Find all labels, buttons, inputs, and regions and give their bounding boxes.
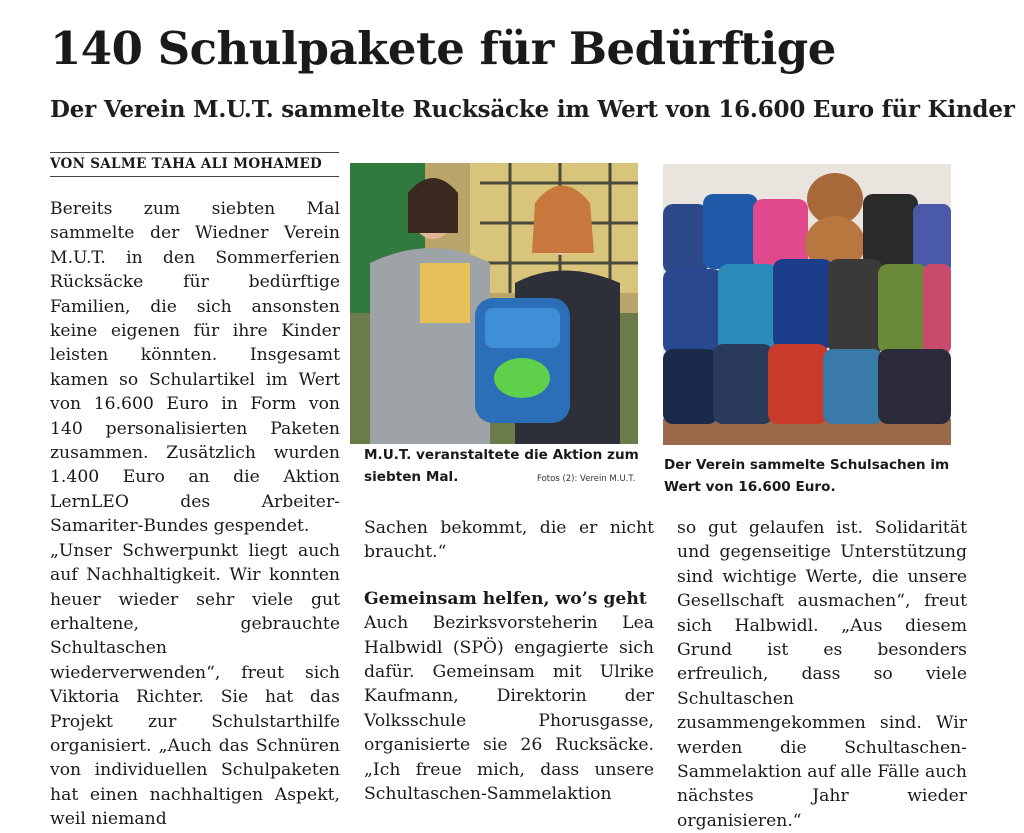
photo1-caption: M.U.T. veranstaltete die Aktion zum siebten Mal.	[364, 447, 639, 485]
article-column-1	[50, 197, 340, 832]
headline: 140 Schulpakete für Bedürftige	[50, 22, 836, 75]
article-column-3	[677, 516, 967, 833]
photo-credit: Fotos (2): Verein M.U.T.	[537, 474, 636, 484]
subheadline: Der Verein M.U.T. sammelte Rucksäcke im Wert von 16.600 Euro für Kinder	[50, 96, 1015, 123]
paragraph-closing-quote: so gut gelaufen ist. Solidarität und gegenseitige Unterstützung sind wichtige Werte, die unsere Gesellschaft ausmachen“, freut sich Halbwidl. „Aus diesem Grund ist es besonders erfreulich, dass so viele Schultaschen zusammengekommen sind. Wir werden die Schultaschen-Sammelaktion auf alle Fälle auch nächstes Jahr wieder organisieren.“	[677, 518, 967, 831]
photo-volunteers-with-backpack	[350, 163, 638, 444]
paragraph-intro: Bereits zum siebten Mal sammelte der Wiedner Verein M.U.T. in den Sommerferien Rücksäcke für bedürftige Familien, die sich ansonsten keine eigenen für ihre Kinder leisten könnten. Insgesamt kamen so Schulartikel im Wert von 16.600 Euro in Form von 140 personalisierten Paketen zusammen. Zusätzlich wurden 1.400 Euro an die Aktion LernLEO des Arbeiter-Samariter-Bundes gespendet.	[50, 199, 340, 537]
section-subheading: Gemeinsam helfen, wo’s geht	[364, 588, 647, 609]
paragraph-quote-richter: „Unser Schwerpunkt liegt auch auf Nachhaltigkeit. Wir konnten heuer wieder sehr viele gut erhaltene, gebrauchte Schultaschen wiederverwenden“, freut sich Viktoria Richter. Sie hat das Projekt zur Schulstarthilfe organisiert. „Auch das Schnüren von individuellen Schulpaketen hat einen nachhaltigen Aspekt, weil niemand	[50, 540, 340, 830]
photo-backpack-pile	[663, 164, 951, 445]
byline: VON SALME TAHA ALI MOHAMED	[50, 152, 339, 177]
photo2-caption: Der Verein sammelte Schulsachen im Wert von 16.600 Euro.	[664, 457, 950, 495]
paragraph-continuation: Sachen bekommt, die er nicht braucht.“	[364, 518, 654, 563]
paragraph-halbwidl: Auch Bezirksvorsteherin Lea Halbwidl (SPÖ) engagierte sich dafür. Gemeinsam mit Ulrike Kaufmann, Direktorin der Volksschule Phorusgasse, organisierte sie 26 Rucksäcke. „Ich freue mich, dass unsere Schultaschen-Sammelaktion	[364, 613, 654, 805]
article-column-2	[364, 516, 654, 806]
